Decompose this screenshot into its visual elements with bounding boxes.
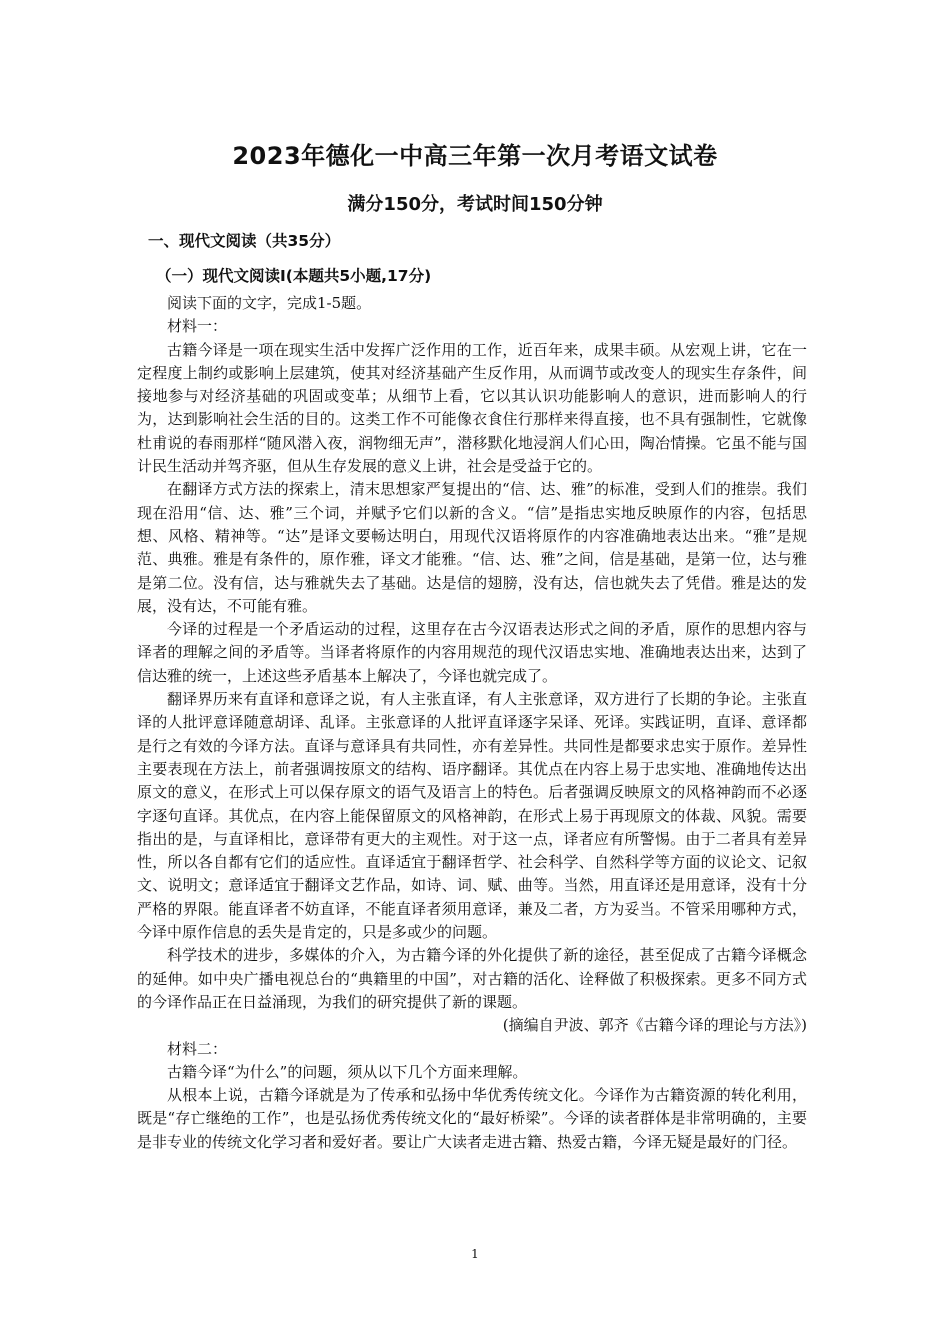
- subsection-heading: （一）现代文阅读Ⅰ(本题共5小题,17分): [156, 267, 432, 285]
- reading-passage: [137, 292, 807, 1154]
- material-one-paragraph-3: 今译的过程是一个矛盾运动的过程，这里存在古今汉语表达形式之间的矛盾，原作的思想内容与译者的理解之间的矛盾等。当译者将原作的内容用规范的现代汉语忠实地、准确地表达出来，达到了信达雅的统一，上述这些矛盾基本上解决了，今译也就完成了。: [137, 620, 807, 685]
- instruction-text: 阅读下面的文字，完成1-5题。: [167, 294, 372, 312]
- material-two-paragraph-1: 古籍今译“为什么”的问题，须从以下几个方面来理解。: [167, 1062, 528, 1081]
- material-two-label: 材料二：: [167, 1039, 228, 1058]
- material-two-paragraph-2: 从根本上说，古籍今译就是为了传承和弘扬中华优秀传统文化。今译作为古籍资源的转化利用，既是“存亡继绝的工作”，也是弘扬优秀传统文化的“最好桥梁”。今译的读者群体是非常明确的，主要是非专业的传统文化学习者和爱好者。要让广大读者走进古籍、热爱古籍，今译无疑是最好的门径。: [137, 1086, 807, 1151]
- section-heading: 一、现代文阅读（共35分）: [148, 232, 341, 250]
- exam-subtitle: 满分150分，考试时间150分钟: [347, 194, 603, 215]
- exam-title: 2023年德化一中高三年第一次月考语文试卷: [232, 142, 718, 170]
- material-one-label: 材料一：: [167, 317, 228, 336]
- material-one-paragraph-5: 科学技术的进步，多媒体的介入，为古籍今译的外化提供了新的途径，甚至促成了古籍今译概念的延伸。如中央广播电视总台的“典籍里的中国”，对古籍的活化、诠释做了积极探索。更多不同方式的今译作品正在日益涌现，为我们的研究提供了新的课题。: [137, 946, 807, 1011]
- page-number: 1: [471, 1247, 479, 1261]
- material-one-paragraph-4: 翻译界历来有直译和意译之说，有人主张直译，有人主张意译，双方进行了长期的争论。主张直译的人批评意译随意胡译、乱译。主张意译的人批评直译逐字呆译、死译。实践证明，直译、意译都是行之有效的今译方法。直译与意译具有共同性，亦有差异性。共同性是都要求忠实于原作。差异性主要表现在方法上，前者强调按原文的结构、语序翻译。其优点在内容上易于忠实地、准确地传达出原文的意义，在形式上可以保存原文的语气及语言上的特色。后者强调反映原文的风格神韵而不必逐字逐句直译。其优点，在内容上能保留原文的风格神韵，在形式上易于再现原文的体裁、风貌。需要指出的是，与直译相比，意译带有更大的主观性。对于这一点，译者应有所警惕。由于二者具有差异性，所以各自都有它们的适应性。直译适宜于翻译哲学、社会科学、自然科学等方面的议论文、记叙文、说明文；意译适宜于翻译文艺作品，如诗、词、赋、曲等。当然，用直译还是用意译，没有十分严格的界限。能直译者不妨直译，不能直译者须用意译，兼及二者，方为妥当。不管采用哪种方式，今译中原作信息的丢失是肯定的，只是多或少的问题。: [137, 690, 807, 942]
- material-one-source: (摘编自尹波、郭齐《古籍今译的理论与方法》): [502, 1016, 807, 1035]
- material-one-paragraph-2: 在翻译方式方法的探索上，清末思想家严复提出的“信、达、雅”的标准，受到人们的推崇。我们现在沿用“信、达、雅”三个词，并赋予它们以新的含义。“信”是指忠实地反映原作的内容，包括思想、风格、精神等。“达”是译文要畅达明白，用现代汉语将原作的内容准确地表达出来。“雅”是规范、典雅。雅是有条件的，原作雅，译文才能雅。“信、达、雅”之间，信是基础，是第一位，达与雅是第二位。没有信，达与雅就失去了基础。达是信的翅膀，没有达，信也就失去了凭借。雅是达的发展，没有达，不可能有雅。: [137, 480, 807, 615]
- material-one-paragraph-1: 古籍今译是一项在现实生活中发挥广泛作用的工作，近百年来，成果丰硕。从宏观上讲，它在一定程度上制约或影响上层建筑，使其对经济基础产生反作用，从而调节或改变人的现实生存条件，间接地参与对经济基础的巩固或变革；从细节上看，它以其认识功能影响人的意识，进而影响人的行为，达到影响社会生活的目的。这类工作不可能像衣食住行那样来得直接，也不具有强制性，它就像杜甫说的春雨那样“随风潜入夜，润物细无声”，潜移默化地浸润人们心田，陶冶情操。它虽不能与国计民生活动并驾齐驱，但从生存发展的意义上讲，社会是受益于它的。: [137, 340, 807, 476]
